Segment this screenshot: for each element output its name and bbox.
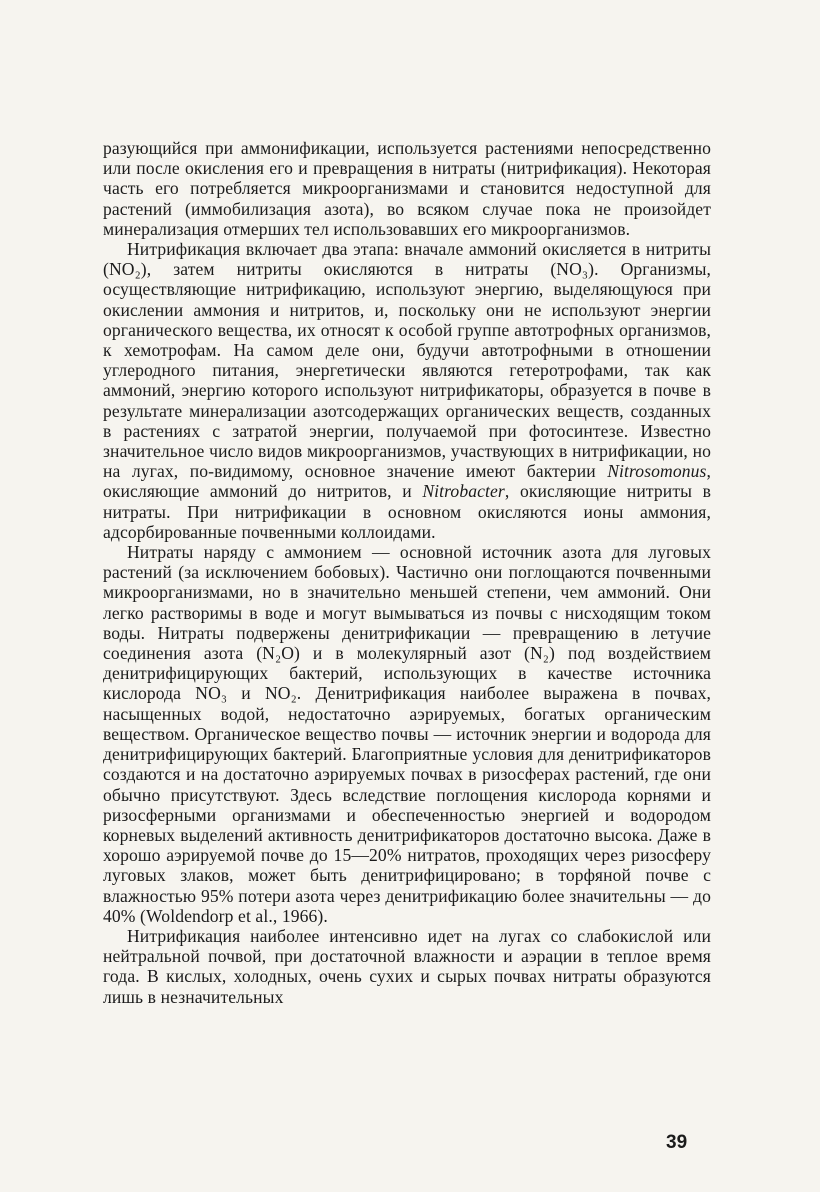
page-text-column (103, 138, 711, 1007)
paragraph-4: Нитрификация наиболее интенсивно идет на лугах со слабокислой или нейтральной почвой, при достаточной влажности и аэрации в теплое время года. В кислых, холодных, очень сухих и сырых почвах нитраты образуются лишь в незначительных (103, 925, 711, 1007)
paragraph-2: Нитрификация включает два этапа: вначале аммоний окисляется в нитриты (NO₂), затем нитриты окисляются в нитраты (NO₃). Организмы, осуществляющие нитрификацию, используют энергию, выделяющуюся при окислении аммония и нитритов, и, поскольку они не используют энергии органического вещества, их относят к особой группе автотрофных организмов, к хемотрофам. На самом деле они, будучи автотрофными в отношении углеродного питания, энергетически являются гетеротрофами, так как аммоний, энергию которого используют нитрификаторы, образуется в почве в результате минерализации азотсодержащих органических веществ, созданных в растениях с затратой энергии, получаемой при фотосинтезе. Известно значительное число видов микроорганизмов, участвующих в нитрификации, но на лугах, по-видимому, основное значение имеют бактерии Nitrosomonus, окисляющие аммоний до нитритов, и Nitrobacter, окисляющие нитриты в нитраты. При нитрификации в основном окисляются ионы аммония, адсорбированные почвенными коллоидами. (103, 239, 712, 542)
paragraph-1: разующийся при аммонификации, используется растениями непосредственно или после окисления его и превращения в нитраты (нитрификация). Некоторая часть его потребляется микроорганизмами и становится недоступной для растений (иммобилизация азота), во всяком случае пока не произойдет минерализация отмерших тел использовавших его микроорганизмов. (103, 138, 711, 239)
paragraph-3: Нитраты наряду с аммонием — основной источник азота для луговых растений (за исключением бобовых). Частично они поглощаются почвенными микроорганизмами, но в значительно меньшей степени, чем аммоний. Они легко растворимы в воде и могут вымываться из почвы с нисходящим током воды. Нитраты подвержены денитрификации — превращению в летучие соединения азота (N₂O) и в молекулярный азот (N₂) под воздействием денитрифицирующих бактерий, использующих в качестве источника кислорода NO₃ и NO₂. Денитрификация наиболее выражена в почвах, насыщенных водой, недостаточно аэрируемых, богатых органическим веществом. Органическое вещество почвы — источник энергии и водорода для денитрифицирующих бактерий. Благоприятные условия для денитрификаторов создаются и на достаточно аэрируемых почвах в ризосферах растений, где они обычно присутствуют. Здесь вследствие поглощения кислорода корнями и ризосферными организмами и обеспеченностью энергией и водородом корневых выделений активность денитрификаторов достаточно высока. Даже в хорошо аэрируемой почве до 15—20% нитратов, проходящих через ризосферу луговых злаков, может быть денитрифицировано; в торфяной почве с влажностью 95% потери азота через денитрификацию более значительны — до 40% (Woldendorp et al., 1966). (103, 542, 711, 926)
page-number: 39 (666, 1132, 688, 1153)
